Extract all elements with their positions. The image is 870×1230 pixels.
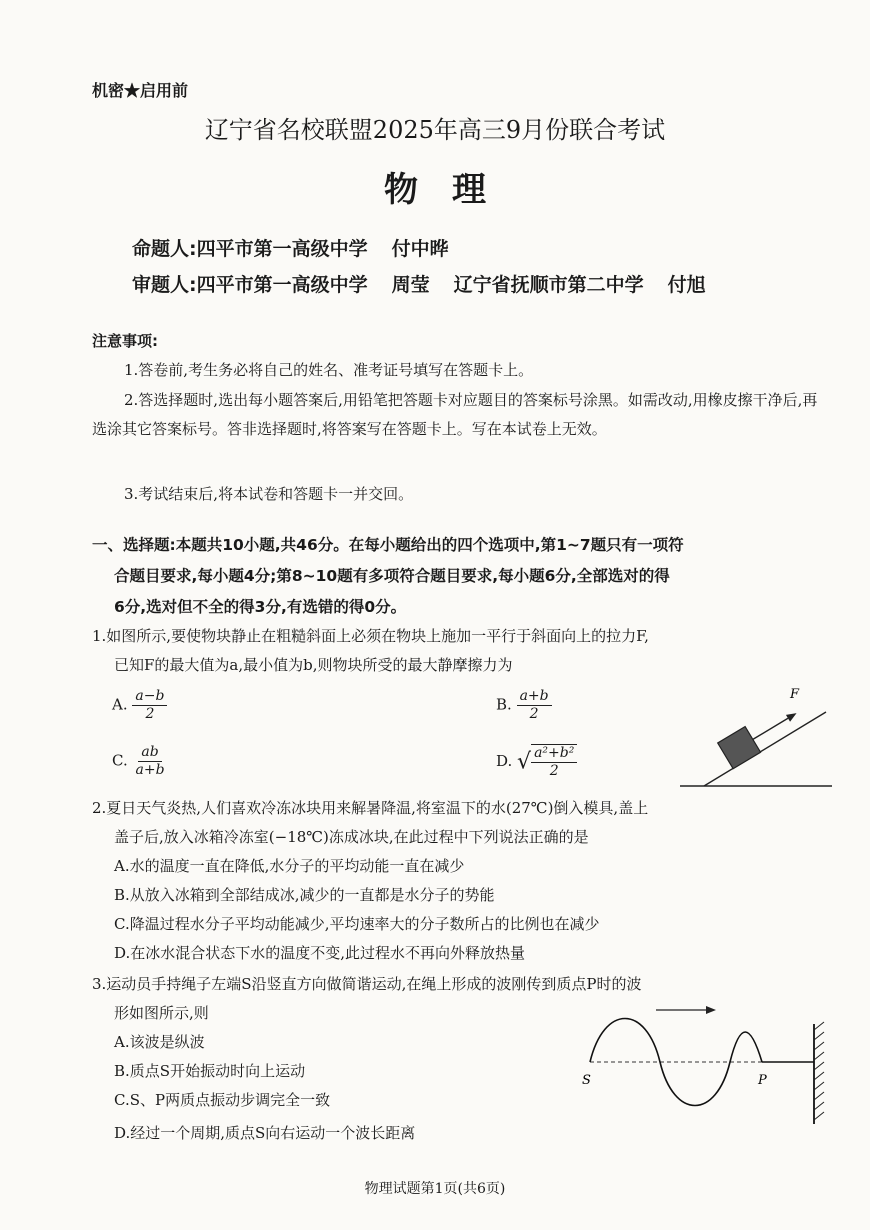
q1-option-c-label: C. (112, 751, 128, 770)
q1-d-numerator: a²+b² (531, 745, 577, 763)
q2-stem-line-1: 2.夏日天气炎热,人们喜欢冷冻冰块用来解暑降温,将室温下的水(27℃)倒入模具,盖上 (92, 799, 649, 817)
note-3: 3.考试结束后,将本试卷和答题卡一并交回。 (124, 485, 414, 503)
q1-option-b (496, 688, 552, 723)
q2-stem-line-2: 盖子后,放入冰箱冷冻室(−18℃)冻成冰块,在此过程中下列说法正确的是 (114, 828, 589, 846)
q1-stem-line-1: 1.如图所示,要使物块静止在粗糙斜面上必须在物块上施加一平行于斜面向上的拉力F, (92, 627, 649, 645)
q2-option-a: A.水的温度一直在降低,水分子的平均动能一直在减少 (114, 857, 465, 875)
reviewer-school: 审题人:四平市第一高级中学 (132, 274, 368, 296)
reviewer-name: 周莹 (391, 274, 430, 296)
notes-heading: 注意事项: (92, 332, 158, 350)
q1-a-denominator: 2 (145, 706, 155, 722)
subject-title: 物理 (384, 170, 520, 210)
q1-b-denominator: 2 (529, 706, 539, 722)
reviewer-name-2: 付旭 (667, 274, 706, 296)
section-line-1: 一、选择题:本题共10小题,共46分。在每小题给出的四个选项中,第1~7题只有一项符 (92, 536, 684, 554)
q2-option-c: C.降温过程水分子平均动能减少,平均速率大的分子数所占的比例也在减少 (114, 915, 600, 933)
incline-block-figure (676, 684, 836, 792)
point-s-label: S (582, 1073, 591, 1088)
section-line-3: 6分,选对但不全的得3分,有选错的得0分。 (114, 598, 407, 616)
confidential-mark: 机密★启用前 (92, 81, 189, 100)
setter-school: 命题人:四平市第一高级中学 (132, 238, 368, 260)
q3-option-d: D.经过一个周期,质点S向右运动一个波长距离 (114, 1124, 416, 1142)
note-2: 2.答选择题时,选出每小题答案后,用铅笔把答题卡对应题目的答案标号涂黑。如需改动,用橡皮擦干净后,再选涂其它答案标号。答非选择题时,将答案写在答题卡上。写在本试卷上无效。 (92, 391, 818, 438)
q1-option-a (112, 688, 167, 723)
rope-wave-figure (574, 1000, 836, 1130)
q1-option-d-label: D. (496, 752, 513, 770)
q1-option-b-label: B. (496, 695, 512, 714)
exam-title: 辽宁省名校联盟2025年高三9月份联合考试 (204, 116, 666, 144)
q2-option-d: D.在冰水混合状态下水的温度不变,此过程水不再向外释放热量 (114, 944, 526, 962)
sqrt-icon: √ (517, 749, 532, 775)
q3-stem-line-1: 3.运动员手持绳子左端S沿竖直方向做简谐运动,在绳上形成的波刚传到质点P时的波 (92, 975, 642, 993)
setter-name: 付中晔 (391, 238, 449, 260)
q1-a-numerator: a−b (132, 688, 167, 706)
section-1-heading (92, 530, 832, 623)
question-1-stem (92, 622, 832, 680)
q1-option-a-label: A. (112, 695, 128, 714)
force-f-label: F (790, 687, 800, 702)
point-p-label: P (758, 1073, 767, 1088)
q1-option-d (496, 744, 577, 780)
note-1: 1.答卷前,考生务必将自己的姓名、准考证号填写在答题卡上。 (124, 361, 534, 379)
section-line-2: 合题目要求,每小题4分;第8~10题有多项符合题目要求,每小题6分,全部选对的得 (114, 567, 670, 585)
q1-c-numerator: ab (138, 744, 161, 762)
q2-option-b: B.从放入冰箱到全部结成冰,减少的一直都是水分子的势能 (114, 886, 495, 904)
q3-option-b: B.质点S开始振动时向上运动 (114, 1062, 306, 1080)
q3-option-c: C.S、P两质点振动步调完全一致 (114, 1091, 331, 1109)
setter-line (132, 234, 473, 261)
q1-b-numerator: a+b (517, 688, 552, 706)
q1-d-denominator: 2 (549, 763, 559, 779)
q1-option-c (112, 744, 168, 779)
q3-stem-line-2: 形如图所示,则 (114, 1004, 209, 1022)
reviewer-school-2: 辽宁省抚顺市第二中学 (453, 274, 644, 296)
q3-option-a: A.该波是纵波 (114, 1033, 205, 1051)
q1-c-denominator: a+b (135, 762, 165, 778)
question-3 (92, 970, 642, 1148)
q1-stem-line-2: 已知F的最大值为a,最小值为b,则物块所受的最大静摩擦力为 (114, 656, 513, 674)
page-footer: 物理试题第1页(共6页) (364, 1181, 506, 1197)
question-2 (92, 794, 832, 968)
reviewer-line (132, 270, 730, 297)
